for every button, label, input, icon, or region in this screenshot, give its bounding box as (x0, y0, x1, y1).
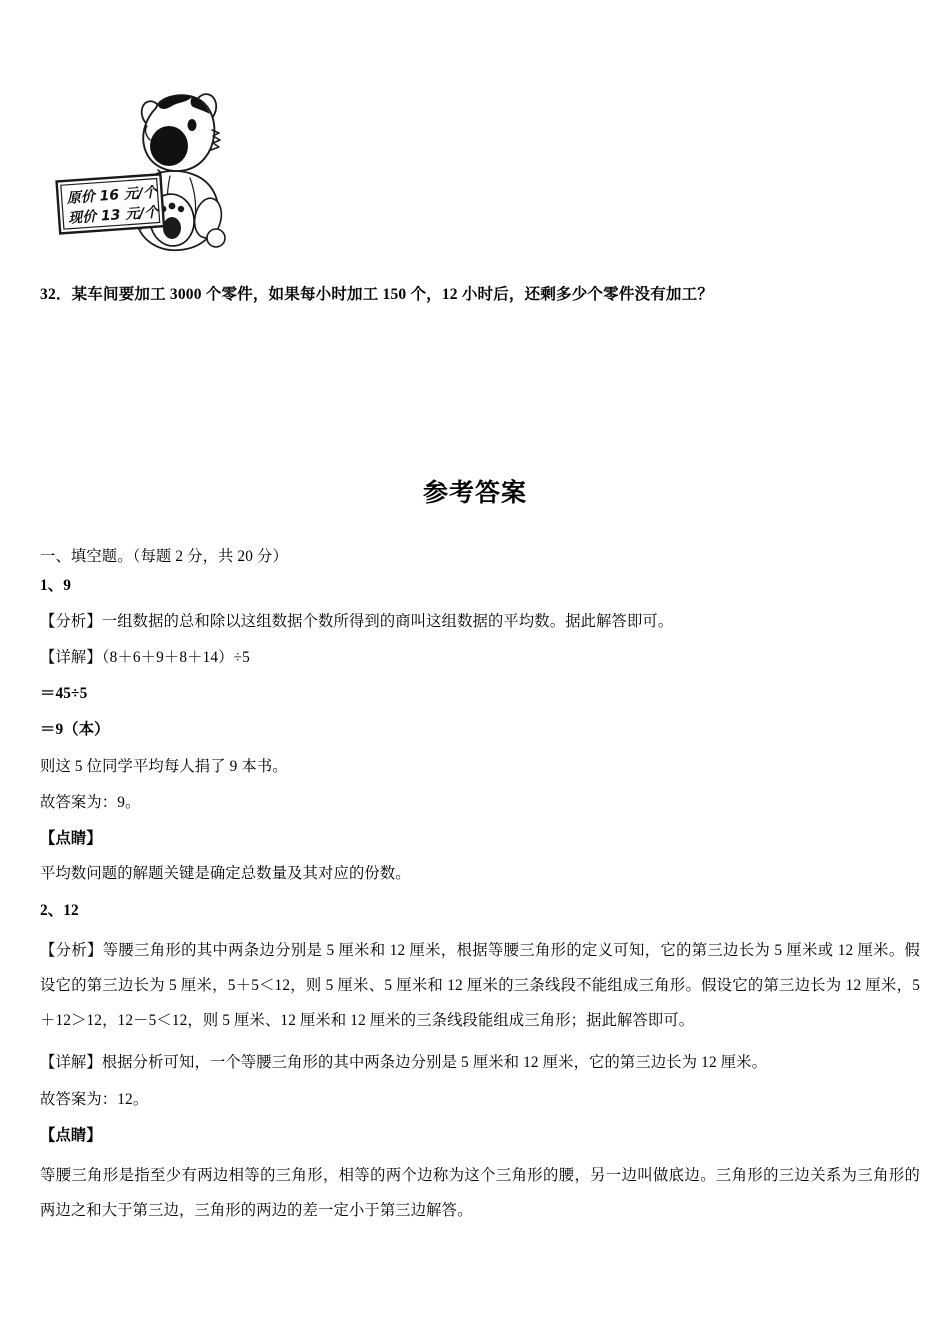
answer-2-analysis: 【分析】等腰三角形的其中两条边分别是 5 厘米和 12 厘米，根据等腰三角形的定义可知，它的第三边长为 5 厘米或 12 厘米。假设它的第三边长为 5 厘米，5＋5＜12，则 5 厘米、5 厘米和 12 厘米的三条线段不能组成三角形。假设它的第三边长为 12 厘米，5＋12＞12，12－5＜12，则 5 厘米、12 厘米和 12 厘米的三条线段能组成三角形；据此解答即可。 (40, 941, 920, 1029)
teddy-bear-figure (40, 78, 300, 256)
answer-1-solution: 【详解】（8＋6＋9＋8＋14）÷5 (40, 648, 250, 666)
price-sign-original-text: 原价 16 元/个 (66, 184, 158, 207)
bear-snout (150, 126, 188, 166)
answer-1-conclusion: 则这 5 位同学平均每人捐了 9 本书。 (40, 757, 288, 775)
bear-right-foot (207, 229, 225, 247)
question-32: 32．某车间要加工 3000 个零件，如果每小时加工 150 个，12 小时后，还剩多少个零件没有加工？ (40, 286, 714, 303)
teddy-bear-illustration (40, 78, 300, 256)
price-sign-current-text: 现价 13 元/个 (67, 204, 159, 227)
answer-2-tip-label: 【点睛】 (40, 1126, 102, 1144)
answer-1-step-1: ＝45÷5 (40, 685, 88, 702)
answer-1-tip-text: 平均数问题的解题关键是确定总数量及其对应的份数。 (40, 865, 411, 883)
answers-content (40, 545, 920, 1242)
answer-1-analysis: 【分析】一组数据的总和除以这组数据个数所得到的商叫这组数据的平均数。据此解答即可。 (40, 612, 674, 630)
bear-eye (188, 119, 197, 131)
bear-toe-pad-3 (178, 206, 184, 212)
bear-toe-pad-2 (169, 203, 176, 210)
answer-1-tip-label: 【点睛】 (40, 830, 102, 847)
answer-1-label: 1、9 (40, 577, 72, 595)
answer-2-solution: 【详解】根据分析可知，一个等腰三角形的其中两条边分别是 5 厘米和 12 厘米，它的第三边长为 12 厘米。 (40, 1054, 768, 1072)
answer-2-label: 2、12 (40, 901, 79, 919)
answer-2-tip-text: 等腰三角形是指至少有两边相等的三角形，相等的两个边称为这个三角形的腰，另一边叫做底边。三角形的三边关系为三角形的两边之和大于第三边，三角形的两边的差一定小于第三边解答。 (40, 1167, 920, 1219)
answer-1-step-2: ＝9（本） (40, 721, 110, 739)
section-heading-fill-in-blank: 一、填空题。（每题 2 分，共 20 分） (40, 548, 288, 565)
answer-1-final: 故答案为：9。 (40, 793, 141, 811)
answers-title: 参考答案 (422, 478, 527, 507)
bear-paw-pad (163, 217, 181, 239)
answer-2-final: 故答案为：12。 (40, 1090, 149, 1108)
price-sign (57, 174, 164, 233)
